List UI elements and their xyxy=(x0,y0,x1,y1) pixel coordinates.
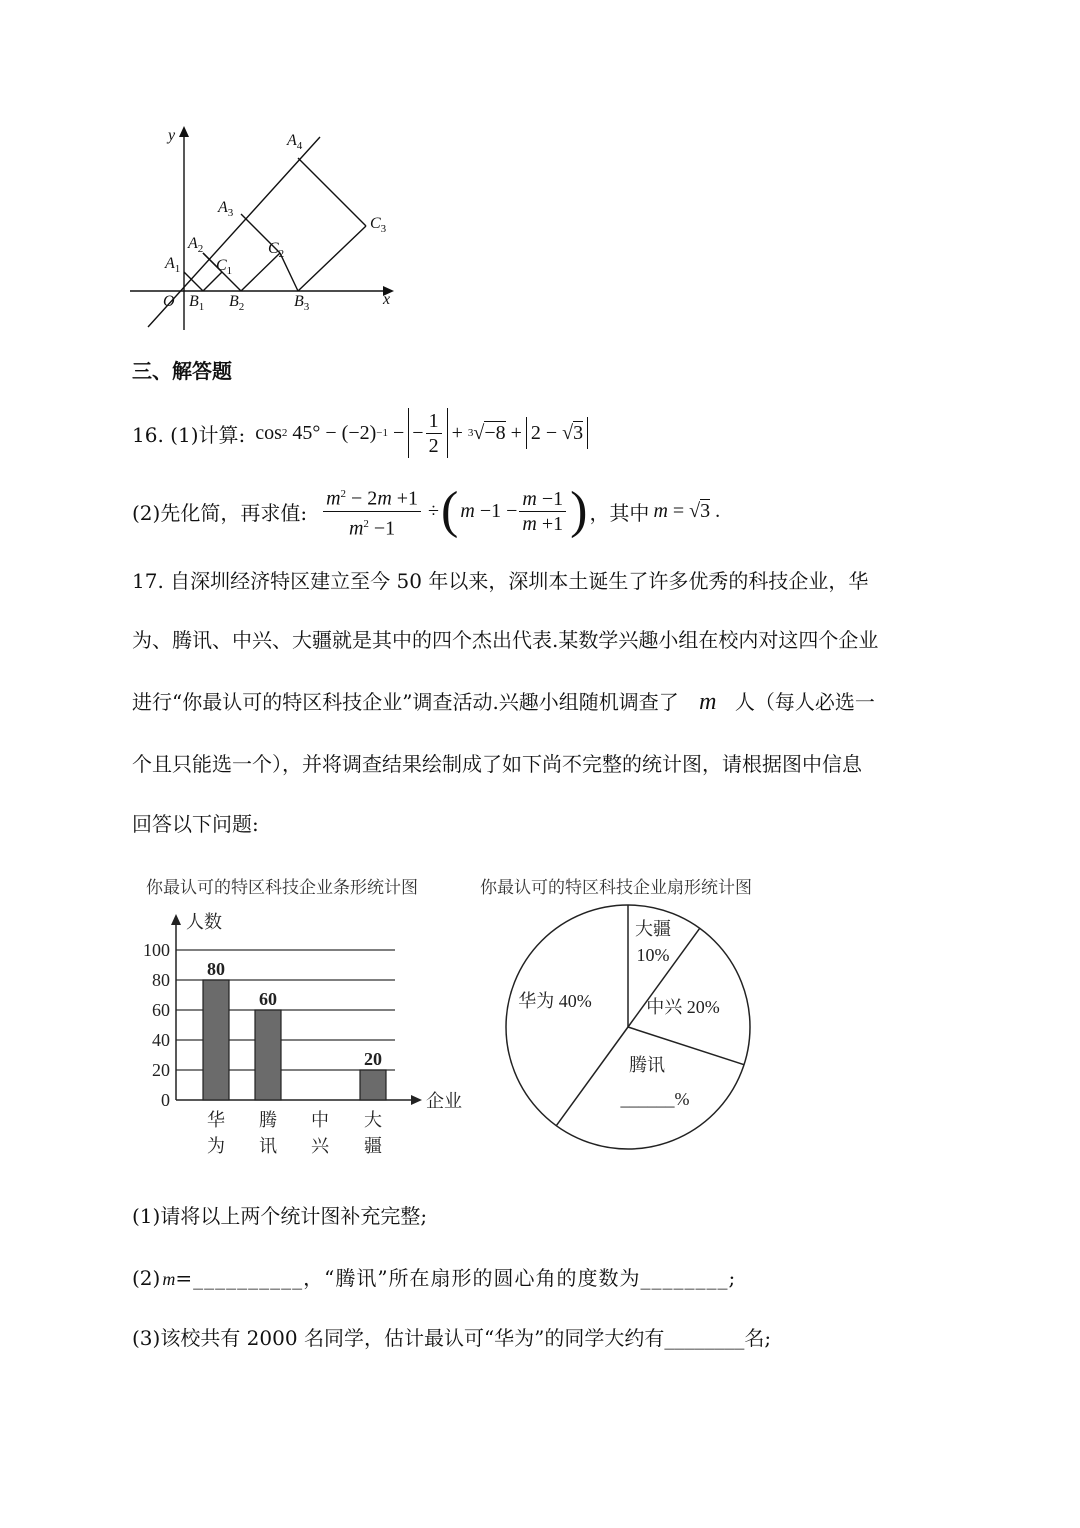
q16-part2 xyxy=(132,482,720,540)
bar-大疆 xyxy=(360,1070,386,1100)
q17-sub2-text: =__________，“腾讯”所在扇形的圆心角的度数为________; xyxy=(175,1266,737,1290)
y-axis-label: y xyxy=(168,127,176,144)
section-heading: 三、解答题 xyxy=(132,359,232,383)
x-tick-label-腾讯-1: 讯 xyxy=(259,1136,277,1156)
q17-sub2 xyxy=(132,1262,736,1291)
q16-part2-where: ，其中 xyxy=(589,500,650,525)
bar-data-label-大疆: 20 xyxy=(364,1049,382,1069)
label-a1: $A_1$ xyxy=(165,255,181,275)
y-tick-label-100: 100 xyxy=(143,940,170,960)
q17-sub2-var: m xyxy=(162,1269,176,1289)
label-b1: $B_1$ xyxy=(189,293,205,313)
q16-part2-label: (2)先化简，再求值: xyxy=(132,500,308,525)
q17-line-5: 回答以下问题: xyxy=(132,812,259,836)
pie-name-大疆: 大疆 xyxy=(635,919,671,939)
label-c3: $C_3$ xyxy=(370,215,387,235)
label-c2: $C_2$ xyxy=(268,240,285,260)
x-tick-label-华为-0: 华 xyxy=(207,1110,225,1130)
q16-part1-expression: cos 2 45° − (−2) −1 − − $\frac{1}{2}$ + 3 √ −8 + 2 − √ 3 xyxy=(255,408,588,458)
x-tick-label-腾讯-0: 腾 xyxy=(259,1110,277,1130)
bar-chart xyxy=(120,900,480,1160)
y-tick-label-80: 80 xyxy=(152,970,170,990)
origin-label: O xyxy=(163,293,175,310)
x-tick-label-华为-1: 为 xyxy=(207,1136,225,1156)
q17-sub2-prefix: (2) xyxy=(132,1266,161,1290)
bar-x-arrow-icon xyxy=(411,1095,422,1105)
label-b3: $B_3$ xyxy=(294,293,310,313)
label-b2: $B_2$ xyxy=(229,293,245,313)
pie-chart-title: 你最认可的特区科技企业扇形统计图 xyxy=(480,878,752,898)
bar-腾讯 xyxy=(255,1010,281,1100)
label-a2: $A_2$ xyxy=(188,235,204,255)
q16-part2-expression: $\frac{m^2 - 2m +1}{m^2 -1}$ ÷ ( m −1 − $\frac{m -1}{m +1}$ ) xyxy=(321,482,589,540)
q17-sub1: (1)请将以上两个统计图补充完整; xyxy=(132,1204,428,1228)
pie-value-大疆: 10% xyxy=(636,945,670,965)
bar-data-label-腾讯: 60 xyxy=(259,989,277,1009)
q17-line-3-text: 进行“你最认可的特区科技企业”调查活动.兴趣小组随机调查了 xyxy=(132,690,679,714)
q16-part2-condition: m = √3 . xyxy=(653,499,721,522)
q17-var-m: m xyxy=(699,689,717,715)
x-tick-label-大疆-0: 大 xyxy=(364,1110,382,1130)
x-tick-label-中兴-0: 中 xyxy=(311,1110,329,1130)
q16-part1 xyxy=(132,408,588,458)
x-tick-label-大疆-1: 疆 xyxy=(364,1136,382,1156)
x-axis-label: x xyxy=(383,291,391,308)
pie-label-华为: 华为 40% xyxy=(518,991,592,1011)
y-tick-label-40: 40 xyxy=(152,1030,170,1050)
bar-华为 xyxy=(203,980,229,1100)
pie-name-腾讯: 腾讯 xyxy=(629,1055,665,1075)
pie-divider-华为 xyxy=(556,1027,628,1126)
q17-sub3: (3)该校共有 2000 名同学，估计最认可“华为”的同学大约有________名; xyxy=(132,1326,772,1350)
bar-x-axis-label: 企业 xyxy=(426,1091,462,1111)
q17-line-2: 为、腾讯、中兴、大疆就是其中的四个杰出代表.某数学兴趣小组在校内对这四个企业 xyxy=(132,628,879,652)
q17-line-3 xyxy=(132,675,948,729)
label-c1: $C_1$ xyxy=(216,257,233,277)
y-tick-label-0: 0 xyxy=(161,1090,170,1110)
pie-chart xyxy=(495,895,765,1160)
bar-chart-title: 你最认可的特区科技企业条形统计图 xyxy=(146,878,418,898)
geometry-squares xyxy=(120,120,410,340)
q17-line-4: 个且只能选一个），并将调查结果绘制成了如下尚不完整的统计图，请根据图中信息 xyxy=(132,752,862,776)
q16-part1-label: 16. (1)计算: xyxy=(132,422,246,447)
label-a4: $A_4$ xyxy=(287,132,303,152)
q17-line-1: 17. 自深圳经济特区建立至今 50 年以来，深圳本土诞生了许多优秀的科技企业，华 xyxy=(132,569,869,593)
pie-label-中兴: 中兴 20% xyxy=(646,997,720,1017)
bar-data-label-华为: 80 xyxy=(207,959,225,979)
label-a3: $A_3$ xyxy=(218,199,234,219)
q17-line-3-tail: 人（每人必选一 xyxy=(734,690,875,714)
y-tick-label-60: 60 xyxy=(152,1000,170,1020)
bar-y-axis-label: 人数 xyxy=(186,912,222,932)
y-tick-label-20: 20 xyxy=(152,1060,170,1080)
bar-y-arrow-icon xyxy=(171,914,181,925)
x-tick-label-中兴-1: 兴 xyxy=(311,1136,329,1156)
pie-value-腾讯: ______% xyxy=(620,1089,690,1109)
